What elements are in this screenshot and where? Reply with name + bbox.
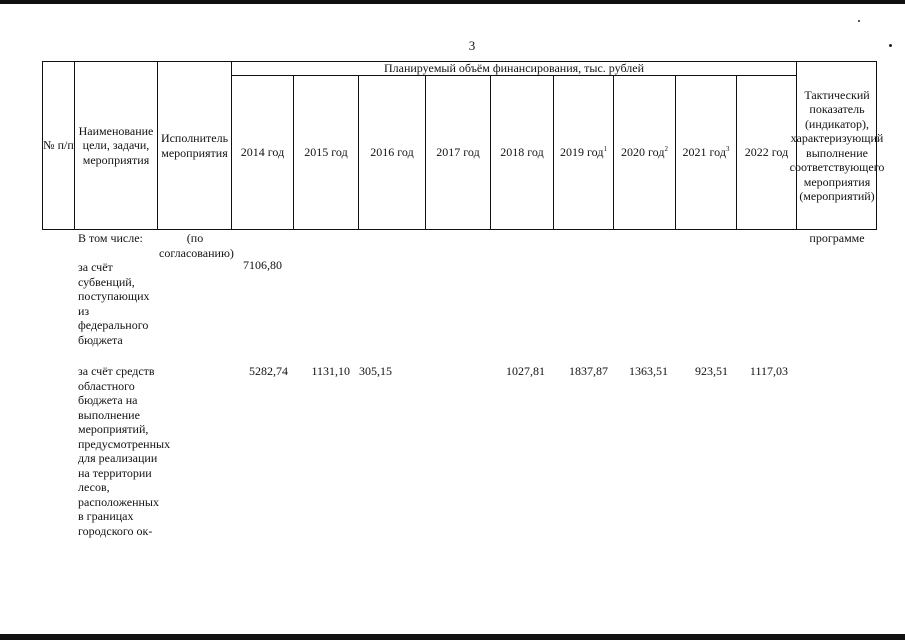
row-2-value-2019: 1837,87 [569,364,608,378]
scan-speck [858,20,860,22]
scan-speck [889,44,892,47]
header-indicator-text: Тактический показатель (индикатор), характеризующий выполнение соответствующего мероприятия (мероприятий) [789,87,885,203]
scan-edge-bottom [0,634,905,640]
header-year-2022: 2022 год [744,145,789,160]
row-2-value-2015: 1131,10 [311,364,350,378]
row-2-value-2016: 305,15 [359,364,392,378]
header-year-2021: 2021 год$^3$ [682,145,730,160]
row-0-indicator: программе [809,231,865,245]
header-funding-group [232,61,796,75]
header-funding-text: Планируемый объём финансирования, тыс. рублей [383,60,644,75]
header-num-text: № п/п [43,138,74,153]
page-number: 3 [468,38,476,53]
row-1-name: за счёт субвенций, поступающих из федерального бюджета [78,260,150,347]
header-executor-text: Исполнитель мероприятия [160,131,229,160]
row-2-value-2022: 1117,03 [749,364,788,378]
row-2-value-2014: 5282,74 [249,364,288,378]
row-2-value-2018: 1027,81 [506,364,545,378]
row-2-name: за счёт средств областного бюджета на выполнение мероприятий, предусмотренных для реализации на территории лесов, расположенных в границах городского ок- [78,364,171,538]
header-year-2014: 2014 год [240,145,285,160]
header-name [75,62,157,229]
scan-edge-top [0,0,905,4]
header-indicator [789,62,885,229]
row-2-value-2021: 923,51 [695,364,728,378]
row-1-value-2014: 7106,80 [243,258,282,272]
row-0-name: В том числе: [78,231,143,245]
header-executor [158,62,231,229]
header-name-text: Наименование цели, задачи, мероприятия [78,123,154,167]
header-num [43,62,74,229]
header-year-2018: 2018 год [500,145,544,160]
row-2-value-2020: 1363,51 [629,364,668,378]
header-year-2019: 2019 год$^1$ [560,145,607,160]
header-year-2020: 2020 год$^2$ [621,145,668,160]
header-year-2017: 2017 год [436,145,480,160]
row-0-executor: (по согласованию) [159,231,234,260]
header-year-2016: 2016 год [370,145,414,160]
header-year-2015: 2015 год [304,145,348,160]
